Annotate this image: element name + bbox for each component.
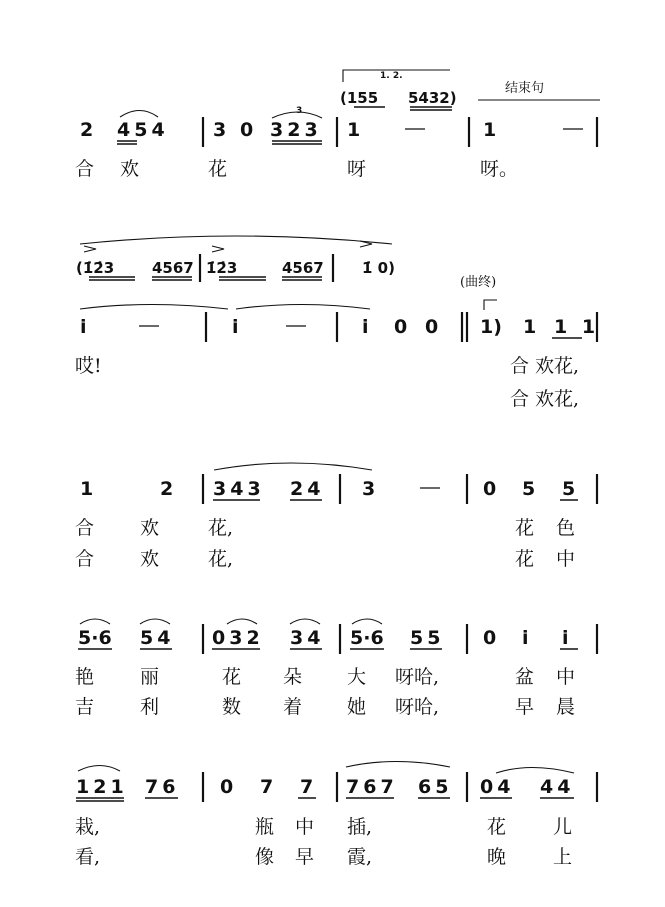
bracket-notes: 4567 <box>152 259 194 277</box>
system-2 <box>75 236 599 410</box>
note: 0 <box>240 119 254 141</box>
note-group: 55 <box>410 627 445 649</box>
accent-mark <box>212 246 224 252</box>
lyric: 花 <box>208 158 228 180</box>
lyric: 数 <box>222 696 242 718</box>
note-group: 44 <box>540 776 575 798</box>
note-group: 34 <box>290 627 325 649</box>
slur <box>78 766 120 772</box>
note-group: 5·6 <box>350 627 384 649</box>
end-mark: (曲终) <box>460 275 497 290</box>
note: 1) <box>480 316 502 338</box>
lyric: 中 <box>556 666 576 688</box>
volta-label: 1. 2. <box>380 71 403 81</box>
slur <box>346 762 450 768</box>
lyric: 中 <box>295 816 315 838</box>
lyric: 着 <box>283 696 303 718</box>
lyric: 栽, <box>75 816 101 838</box>
note: 0 <box>220 776 234 798</box>
lyric: 合 欢花, <box>510 355 580 377</box>
note: i <box>522 627 529 649</box>
lyric: 合 <box>75 517 95 539</box>
lyric: 花 <box>222 666 242 688</box>
lyric: 花 <box>487 816 507 838</box>
note: 1 <box>80 478 94 500</box>
lyric: 花, <box>208 548 234 570</box>
lyric: 朵 <box>283 666 303 688</box>
note-group: 343 <box>213 478 265 500</box>
note: 5 <box>562 478 576 500</box>
note-group: 032 <box>212 627 264 649</box>
lyric: 吉 <box>75 696 95 718</box>
volta-bracket <box>484 300 497 310</box>
lyric: 早 <box>515 696 535 718</box>
slur <box>80 619 110 624</box>
note-group: 76 <box>145 776 180 798</box>
note: 7 <box>300 776 314 798</box>
note: 2 <box>80 119 94 141</box>
bracket-notes: 1̇ 0) <box>362 259 395 277</box>
bracket-notes: (1̇2̇3 <box>76 259 115 277</box>
note: 1 <box>523 316 537 338</box>
bracket-notes: 1̇2̇3 <box>206 259 238 277</box>
lyric: 呀 <box>347 158 367 180</box>
lyric: 欢 <box>140 548 160 570</box>
ending-phrase-label: 结束句 <box>505 81 545 96</box>
lyric: 合 <box>75 158 95 180</box>
lyric: 呀。 <box>480 158 519 180</box>
lyric: 中 <box>556 548 576 570</box>
note-group: 767 <box>346 776 398 798</box>
lyric: 欢 <box>120 158 140 180</box>
note-group: 121 <box>76 776 128 798</box>
note-group: 5·6 <box>78 627 112 649</box>
lyric: 呀哈, <box>395 696 440 718</box>
note: 0 <box>394 316 408 338</box>
lyric: 上 <box>553 846 573 868</box>
lyric: 她 <box>347 696 367 718</box>
lyric: 合 <box>75 548 95 570</box>
lyric: 利 <box>140 696 160 718</box>
lyric: 花 <box>515 548 535 570</box>
accent-mark <box>84 246 96 252</box>
lyric: 看, <box>75 846 101 868</box>
lyric: 像 <box>255 846 275 868</box>
lyric: 色 <box>556 517 576 539</box>
lyric: 呀哈, <box>395 666 440 688</box>
tie <box>80 305 228 310</box>
lyric: 花, <box>208 517 234 539</box>
note: i <box>80 316 87 338</box>
lyric: 儿 <box>553 816 573 838</box>
note-group: 65 <box>418 776 453 798</box>
note: 0 <box>425 316 439 338</box>
slur <box>120 111 158 118</box>
note: 5 <box>522 478 536 500</box>
note-group: 454 <box>117 119 169 141</box>
slur <box>227 619 257 624</box>
note-group: 1 1 <box>554 316 600 338</box>
bracket-notes: 5432) <box>408 89 457 107</box>
note: 3 <box>213 119 227 141</box>
note-group: 04 <box>480 776 515 798</box>
note: 3 <box>362 478 376 500</box>
note: 2 <box>160 478 174 500</box>
lyric: 霞, <box>347 846 373 868</box>
lyric: 大 <box>347 666 367 688</box>
note-group: 54 <box>140 627 175 649</box>
lyric: 合 欢花, <box>510 388 580 410</box>
slur <box>290 619 320 624</box>
note-group: 323 <box>270 119 322 141</box>
lyric: 欢 <box>140 517 160 539</box>
system-3 <box>75 463 597 570</box>
note: 1 <box>347 119 361 141</box>
note-group: 24 <box>290 478 325 500</box>
tie <box>236 305 370 310</box>
note: i <box>232 316 239 338</box>
note: 7 <box>260 776 274 798</box>
note: 0 <box>483 627 497 649</box>
lyric: 花 <box>515 517 535 539</box>
lyric: 插, <box>347 816 373 838</box>
triplet-mark: 3 <box>296 106 303 116</box>
note: i <box>562 627 569 649</box>
note: 0 <box>483 478 497 500</box>
slur <box>352 619 382 624</box>
slur <box>80 236 392 244</box>
bracket-notes: 4567 <box>282 259 324 277</box>
lyric: 艳 <box>75 666 95 688</box>
lyric: 哎! <box>75 355 102 377</box>
lyric: 盆 <box>515 666 535 688</box>
lyric: 丽 <box>140 666 160 688</box>
lyric: 晨 <box>556 696 576 718</box>
lyric: 瓶 <box>255 816 275 838</box>
lyric: 晚 <box>487 846 507 868</box>
note: 1 <box>483 119 497 141</box>
bracket-notes: (155 <box>340 89 379 107</box>
system-4 <box>75 619 597 718</box>
slur <box>496 768 574 774</box>
slur <box>140 619 170 624</box>
slur <box>214 463 372 470</box>
system-1 <box>75 70 600 180</box>
lyric: 早 <box>295 846 315 868</box>
note: i <box>362 316 369 338</box>
system-5 <box>75 762 597 869</box>
